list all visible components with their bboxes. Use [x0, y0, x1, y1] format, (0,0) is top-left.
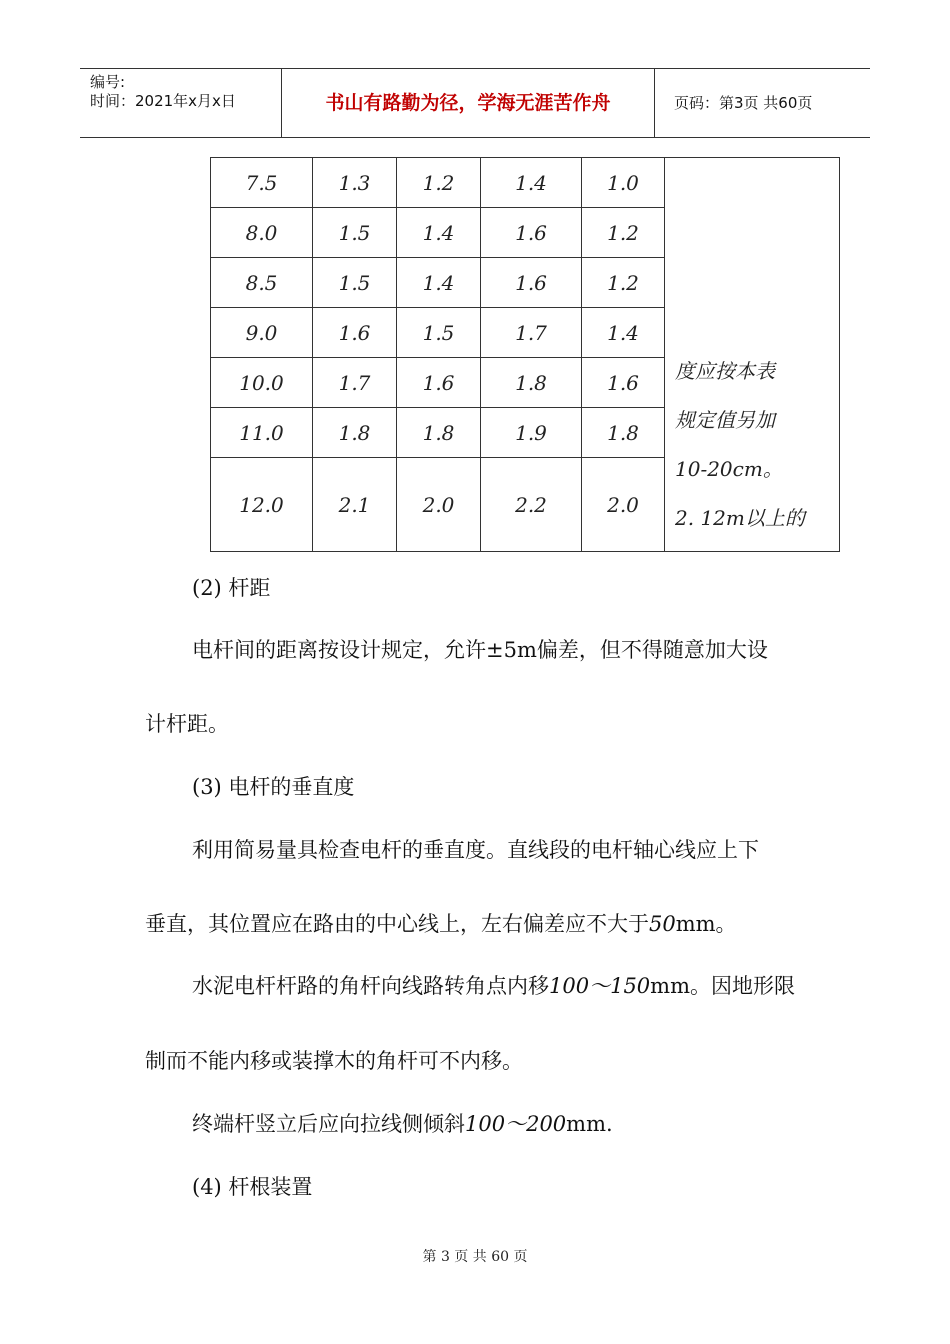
table-cell: 1.6 — [481, 258, 582, 308]
table-cell: 1.3 — [313, 158, 397, 208]
paragraph-line: 电杆间的距离按设计规定，允许±5m偏差，但不得随意加大设 — [192, 638, 768, 662]
table-cell: 1.4 — [397, 208, 481, 258]
table-cell: 1.4 — [481, 158, 582, 208]
number-label: 编号: — [90, 73, 126, 91]
table-cell: 1.2 — [582, 258, 665, 308]
table-cell: 1.8 — [582, 408, 665, 458]
paragraph-line: 垂直，其位置应在路由的中心线上，左右偏差应不大于50mm。 — [145, 912, 737, 936]
table-cell: 1.5 — [397, 308, 481, 358]
pole-depth-table — [210, 157, 840, 552]
page-footer: 第 3 页 共 60 页 — [422, 1249, 528, 1265]
table-cell: 1.9 — [481, 408, 582, 458]
header-motto: 书山有路勤为径，学海无涯苦作舟 — [281, 69, 655, 137]
table-cell: 1.0 — [582, 158, 665, 208]
table-cell: 1.5 — [313, 258, 397, 308]
table-cell: 1.5 — [313, 208, 397, 258]
table-cell: 1.6 — [481, 208, 582, 258]
table-cell: 12.0 — [211, 458, 313, 552]
section-2-title: (2) 杆距 — [192, 576, 271, 600]
note-line: 规定值另加 — [675, 408, 775, 432]
table-cell: 1.6 — [313, 308, 397, 358]
paragraph-line: 水泥电杆杆路的角杆向线路转角点内移100～150mm。因地形限 — [192, 974, 795, 998]
note-line: 10-20cm。 — [675, 457, 783, 481]
table-cell: 11.0 — [211, 408, 313, 458]
table-cell: 8.0 — [211, 208, 313, 258]
table-cell: 1.6 — [582, 358, 665, 408]
table-note-cell — [665, 158, 840, 552]
table-cell: 1.2 — [582, 208, 665, 258]
table-cell: 8.5 — [211, 258, 313, 308]
table-row — [211, 158, 840, 208]
table-cell: 1.4 — [397, 258, 481, 308]
table-cell: 1.4 — [582, 308, 665, 358]
note-line: 度应按本表 — [675, 359, 775, 383]
table-cell: 1.6 — [397, 358, 481, 408]
table-cell: 1.8 — [397, 408, 481, 458]
paragraph-line: 利用简易量具检查电杆的垂直度。直线段的电杆轴心线应上下 — [192, 838, 759, 862]
table-cell: 2.0 — [397, 458, 481, 552]
table-cell: 2.0 — [582, 458, 665, 552]
table-cell: 10.0 — [211, 358, 313, 408]
header-page-info: 页码：第3页 共60页 — [674, 94, 813, 112]
table-cell: 1.8 — [313, 408, 397, 458]
page-header — [80, 68, 870, 138]
table-cell: 7.5 — [211, 158, 313, 208]
table-cell: 1.7 — [481, 308, 582, 358]
note-line: 2. 12m以上的 — [675, 506, 805, 530]
paragraph-line: 制而不能内移或装撑木的角杆可不内移。 — [145, 1049, 523, 1073]
time-label: 时间：2021年x月x日 — [90, 92, 236, 110]
paragraph-line: 计杆距。 — [145, 712, 229, 736]
table-cell: 1.8 — [481, 358, 582, 408]
table-cell: 2.1 — [313, 458, 397, 552]
table-cell: 2.2 — [481, 458, 582, 552]
table-cell: 1.7 — [313, 358, 397, 408]
paragraph-line: 终端杆竖立后应向拉线侧倾斜100～200mm. — [192, 1112, 613, 1136]
table-cell: 9.0 — [211, 308, 313, 358]
section-3-title: (3) 电杆的垂直度 — [192, 775, 355, 799]
header-meta — [80, 69, 280, 137]
section-4-title: (4) 杆根装置 — [192, 1175, 313, 1199]
table-cell: 1.2 — [397, 158, 481, 208]
